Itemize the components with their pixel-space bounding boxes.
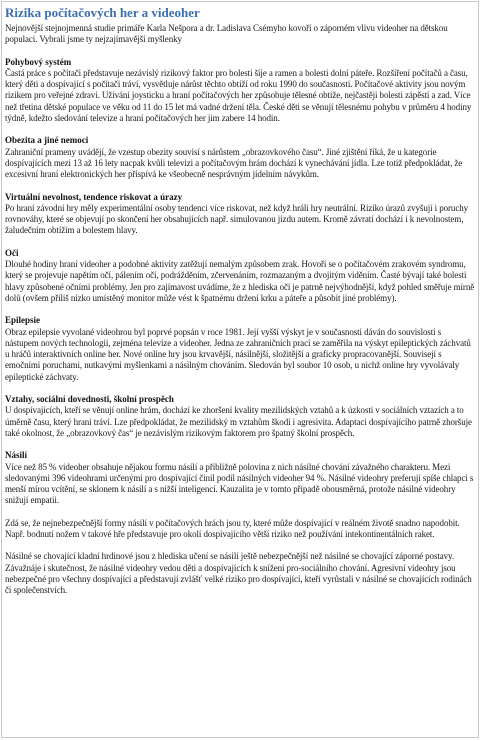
spacer	[5, 540, 475, 551]
spacer	[5, 507, 475, 518]
section-paragraph: Zdá se, že nejnebezpečnější formy násilí v počítačových hrách jsou ty, které může dospívající v reálném životě snadno napodobit. Např. bodnutí nožem v takové hře představuje pro okolí dospívajícího větší riziko než používání intekontinentálních raket.	[5, 517, 460, 539]
spacer	[5, 124, 475, 135]
section-paragraph: Zahraniční prameny uvádějí, že vzestup obezity souvisí s nárůstem „obrazovkového času“. Jiné zjištění říká, že u kategorie dospívajících mezi 13 až 16 lety nacpak kvůli televizi a počítačovým hrám dochází k vynechávání jídla. Lze totiž předpokládat, že excesivní hraní elektronických her přispívá ke všeobecně nesprávným jídelním návykům.	[5, 146, 463, 180]
section-heading-nasili: Násilí	[5, 450, 28, 461]
section-paragraph: Násilné se chovající kladní hrdinové jsou z hlediska učení se násilí ještě nebezpečnější než násilné se chovající záporné postavy. Závažnáje i skutečnost, že násilné videohry vedou děti a dospívajících k snížení pro-sociálního chování. Agresivní videohry jsou nebezpečné pro všechny dospívající a představují zvlášť velké riziko pro dospívající, kteří vyrůstali v násilné se chovajících rodinách či společenstvích.	[5, 551, 472, 596]
section-paragraph: Dlouhé hodiny hraní videoher a podobné aktivity zatěžují nemalým způsobem zrak. Hovoří se o počítačovém zrakovém syndromu, který se projevuje napětím očí, pálením očí, podrážděním, zčervenáním, rozmazaným a dvojitým viděním. Časté bývají také bolesti hlavy způsobené očními problémy. Jen pro zajímavost uvádíme, že z hlediska očí je patrně nejvýhodnější, když pohled směřuje mírně dolů (ovšem příliš nízko umístěný monitor může vést k špatnému držení krku a páteře a působit jiné problémy).	[5, 259, 475, 303]
intro-paragraph: Nejnovější stejnojmenná studie primáře Karla Nešpora a dr. Ladislava Csémyho kovoří o záporném vlivu videoher na dětskou populaci. Vybrali jsme ty nejzajímavější myšlenky	[5, 23, 448, 45]
spacer	[5, 304, 475, 315]
section-paragraph: Obraz epilepsie vyvolané videohrou byl poprvé popsán v roce 1981. Její vyšší výskyt je v současnosti dáván do souvislosti s nástupem nových technologií, zejména televize a videoher. Jedna ze zahraničních prací se zaměřila na výskyt epileptických záchvatů u hráčů interaktivních online her. Nové online hry jsou krvavější, násilnější, složitější a graficky propracovanější. Souvisejí s emočními poruchami, nutkavými myšlenkami a násilným chováním. Sledován byl soubor 10 osob, u nichž online hry vyvolávaly epileptické záchvaty.	[5, 326, 471, 382]
spacer	[5, 237, 475, 248]
section-paragraph: U dospívajících, kteří se věnují online hrám, dochází ke zhoršení kvality mezilidských vztahů a k úzkosti v sociálních vztazích a to úměrně času, který hraní tráví. Lze předpokládat, že mezilidský m vztahům škodí i agresivita. Adaptaci dospívajícího patrně zhoršuje také okolnost, že „obrazovkový čas“ je nezávislým rizikovým faktorem pro špatný školní prospěch.	[5, 405, 472, 438]
spacer	[5, 383, 475, 394]
section-paragraph: Více než 85 % videoher obsahuje nějakou formu násilí a přibližně polovina z nich násilné chování závažného charakteru. Mezi sledovanými 396 videohrami určenými pro dospívající činil podíl násilných videoher 94 %. Násilné videohry preferují spíše chlapci s menší mírou vcítění, se sklonem k násilí a s nižší inteligencí. Kauzalita je v tomto případě obousměrná, protože násilné videohry snižují empatii.	[5, 461, 474, 506]
section-heading-vztahy: Vztahy, sociální dovednosti, školní prospěch	[5, 394, 174, 405]
spacer	[5, 46, 475, 57]
section-heading-oci: Oči	[5, 247, 19, 258]
section-paragraph: Častá práce s počítači představuje nezávislý rizikový faktor pro bolesti šíje a ramen a bolesti dolní páteře. Rozšíření počítačů a času, který děti a dospívající s počítači tráví, vysvětluje nárůst těchto obtíží od roku 1990 do současnosti. Počítačové aktivity jsou novým rizikem pro veřejné zdraví. Užívání joysticku a hraní počítačových her způsobuje tělesné obtíže, nejčastěji bolesti zápěstí a zad. Více než třetina dětské populace ve věku od 11 do 15 let má vadné držení těla. České děti se věnují tělesnému pohybu v průměru 4 hodiny týdně, kdežto sledování televize a hraní počítačových her jim zabere 14 hodin.	[5, 67, 472, 124]
spacer	[5, 181, 475, 192]
section-paragraph: Po hraní závodní hry měly experimentální osoby tendenci více riskovat, než když hráli hry neutrální. Riziko úrazů zvyšují i poruchy rovnováhy, které se objevují po skončení her obsahujících např. simulovanou jízdu autem. Kromě závratí dochází i k nevolnostem, žaludečním obtížím a bolestem hlavy.	[5, 202, 469, 236]
document-frame	[1, 1, 479, 738]
spacer	[5, 439, 475, 450]
section-heading-obezita: Obezita a jiné nemoci	[5, 135, 89, 146]
section-heading-virtualni-nevolnost: Virtuální nevolnost, tendence riskovat a úrazy	[5, 191, 183, 202]
section-heading-pohybovy-system: Pohybový systém	[5, 56, 72, 67]
document-title: Rizika počítačových her a videoher	[5, 5, 200, 20]
section-heading-epilepsie: Epilepsie	[5, 315, 41, 326]
